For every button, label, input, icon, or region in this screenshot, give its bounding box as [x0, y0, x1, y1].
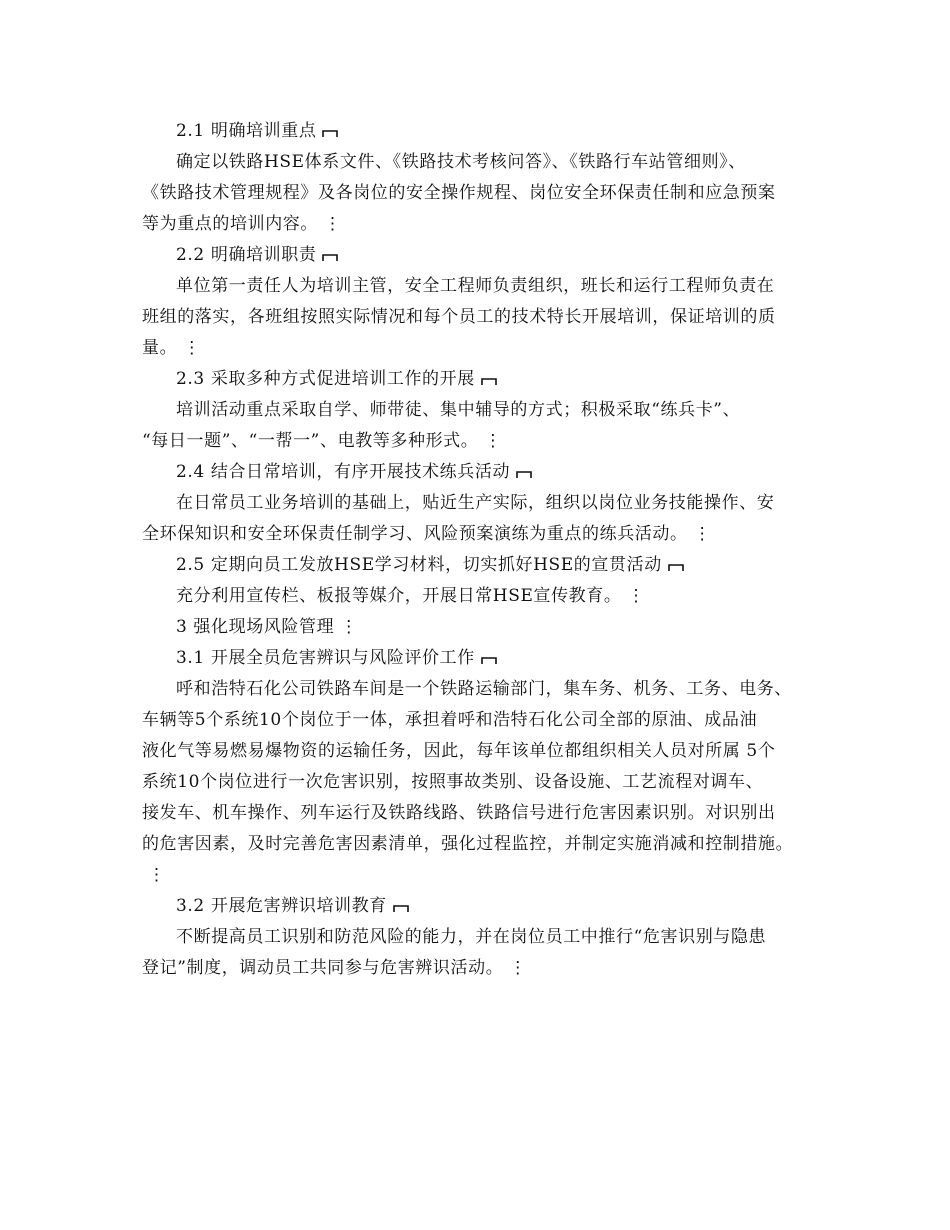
text-line: [142, 333, 822, 364]
section-break-icon: [516, 467, 532, 479]
line-text: 培训活动重点采取自学、师带徒、集中辅导的方式；积极采取“练兵卡”、: [176, 400, 741, 420]
line-text: 全环保知识和安全环保责任制学习、风险预案演练为重点的练兵活动。: [142, 524, 688, 544]
section-heading: [142, 116, 822, 147]
section-break-icon: [322, 250, 338, 262]
line-text: 3 强化现场风险管理: [176, 617, 335, 637]
text-line: [142, 922, 822, 953]
line-text: “每日一题”、“一帮一”、电教等多种形式。: [142, 431, 479, 451]
text-line: [142, 147, 822, 178]
paragraph-mark-icon: ⋮: [183, 338, 201, 358]
text-line: [142, 488, 822, 519]
line-text: 2.5 定期向员工发放HSE学习材料，切实抓好HSE的宣贯活动: [176, 555, 662, 575]
paragraph-mark-icon: ⋮: [693, 524, 712, 544]
section-break-icon: [481, 653, 497, 665]
text-line: [142, 798, 822, 829]
paragraph-mark-icon: ⋮: [627, 586, 646, 606]
line-text: 2.3 采取多种方式促进培训工作的开展: [176, 369, 475, 389]
paragraph-mark-icon: ⋮: [340, 617, 358, 637]
line-text: 3.1 开展全员危害辨识与风险评价工作: [176, 648, 475, 668]
line-text: 等为重点的培训内容。: [142, 214, 318, 234]
text-line: [142, 302, 822, 333]
line-text: 呼和浩特石化公司铁路车间是一个铁路运输部门，集车务、机务、工务、电务、: [176, 679, 792, 699]
text-line: [142, 426, 822, 457]
section-heading: [142, 891, 822, 922]
line-text: 接发车、机车操作、列车运行及铁路线路、铁路信号进行危害因素识别。对识别出: [142, 803, 776, 823]
paragraph-mark-icon: ⋮: [148, 865, 166, 885]
text-line: [142, 519, 822, 550]
section-heading: [142, 457, 822, 488]
text-line: [142, 581, 822, 612]
text-line: [142, 209, 822, 240]
text-line: [142, 395, 822, 426]
line-text: 2.1 明确培训重点: [176, 121, 317, 141]
text-line: [142, 953, 822, 984]
document-body: [142, 116, 822, 984]
text-line: [142, 612, 822, 643]
line-text: 在日常员工业务培训的基础上，贴近生产实际，组织以岗位业务技能操作、安: [176, 493, 775, 513]
line-text: 液化气等易燃易爆物资的运输任务，因此，每年该单位都组织相关人员对所属 5个: [142, 741, 776, 761]
line-text: 《铁路技术管理规程》及各岗位的安全操作规程、岗位安全环保责任制和应急预案: [142, 183, 776, 203]
line-text: 不断提高员工识别和防范风险的能力，并在岗位员工中推行“危害识别与隐患: [176, 927, 767, 947]
line-text: 2.4 结合日常培训，有序开展技术练兵活动: [176, 462, 511, 482]
paragraph-mark-icon: ⋮: [484, 431, 502, 451]
text-line: [142, 705, 822, 736]
section-heading: [142, 364, 822, 395]
section-heading: [142, 643, 822, 674]
text-line: [142, 674, 822, 705]
line-text: 量。: [142, 338, 178, 358]
line-text: 2.2 明确培训职责: [176, 245, 317, 265]
text-line: [142, 736, 822, 767]
paragraph-mark-icon: ⋮: [324, 214, 342, 234]
section-heading: [142, 240, 822, 271]
section-heading: [142, 550, 822, 581]
line-text: 3.2 开展危害辨识培训教育: [176, 896, 387, 916]
line-text: 系统10个岗位进行一次危害识别，按照事故类别、设备设施、工艺流程对调车、: [142, 772, 764, 792]
section-break-icon: [393, 901, 409, 913]
line-text: 班组的落实，各班组按照实际情况和每个员工的技术特长开展培训，保证培训的质: [142, 307, 776, 327]
line-text: 充分利用宣传栏、板报等媒介，开展日常HSE宣传教育。: [176, 586, 622, 606]
text-line: [142, 178, 822, 209]
section-break-icon: [668, 560, 684, 572]
paragraph-mark-icon: ⋮: [509, 958, 527, 978]
line-text: 登记”制度，调动员工共同参与危害辨识活动。: [142, 958, 504, 978]
section-break-icon: [322, 126, 338, 138]
line-text: 的危害因素，及时完善危害因素清单，强化过程监控，并制定实施消减和控制措施。: [142, 834, 794, 854]
line-text: 单位第一责任人为培训主管，安全工程师负责组织，班长和运行工程师负责在: [176, 276, 775, 296]
section-break-icon: [481, 374, 497, 386]
text-line: [142, 767, 822, 798]
text-line: [142, 271, 822, 302]
text-line: [142, 829, 822, 860]
line-text: 车辆等5个系统10个岗位于一体，承担着呼和浩特石化公司全部的原油、成品油: [142, 710, 758, 730]
text-line: [142, 860, 822, 891]
line-text: 确定以铁路HSE体系文件、《铁路技术考核问答》、《铁路行车站管细则》、: [176, 152, 746, 172]
